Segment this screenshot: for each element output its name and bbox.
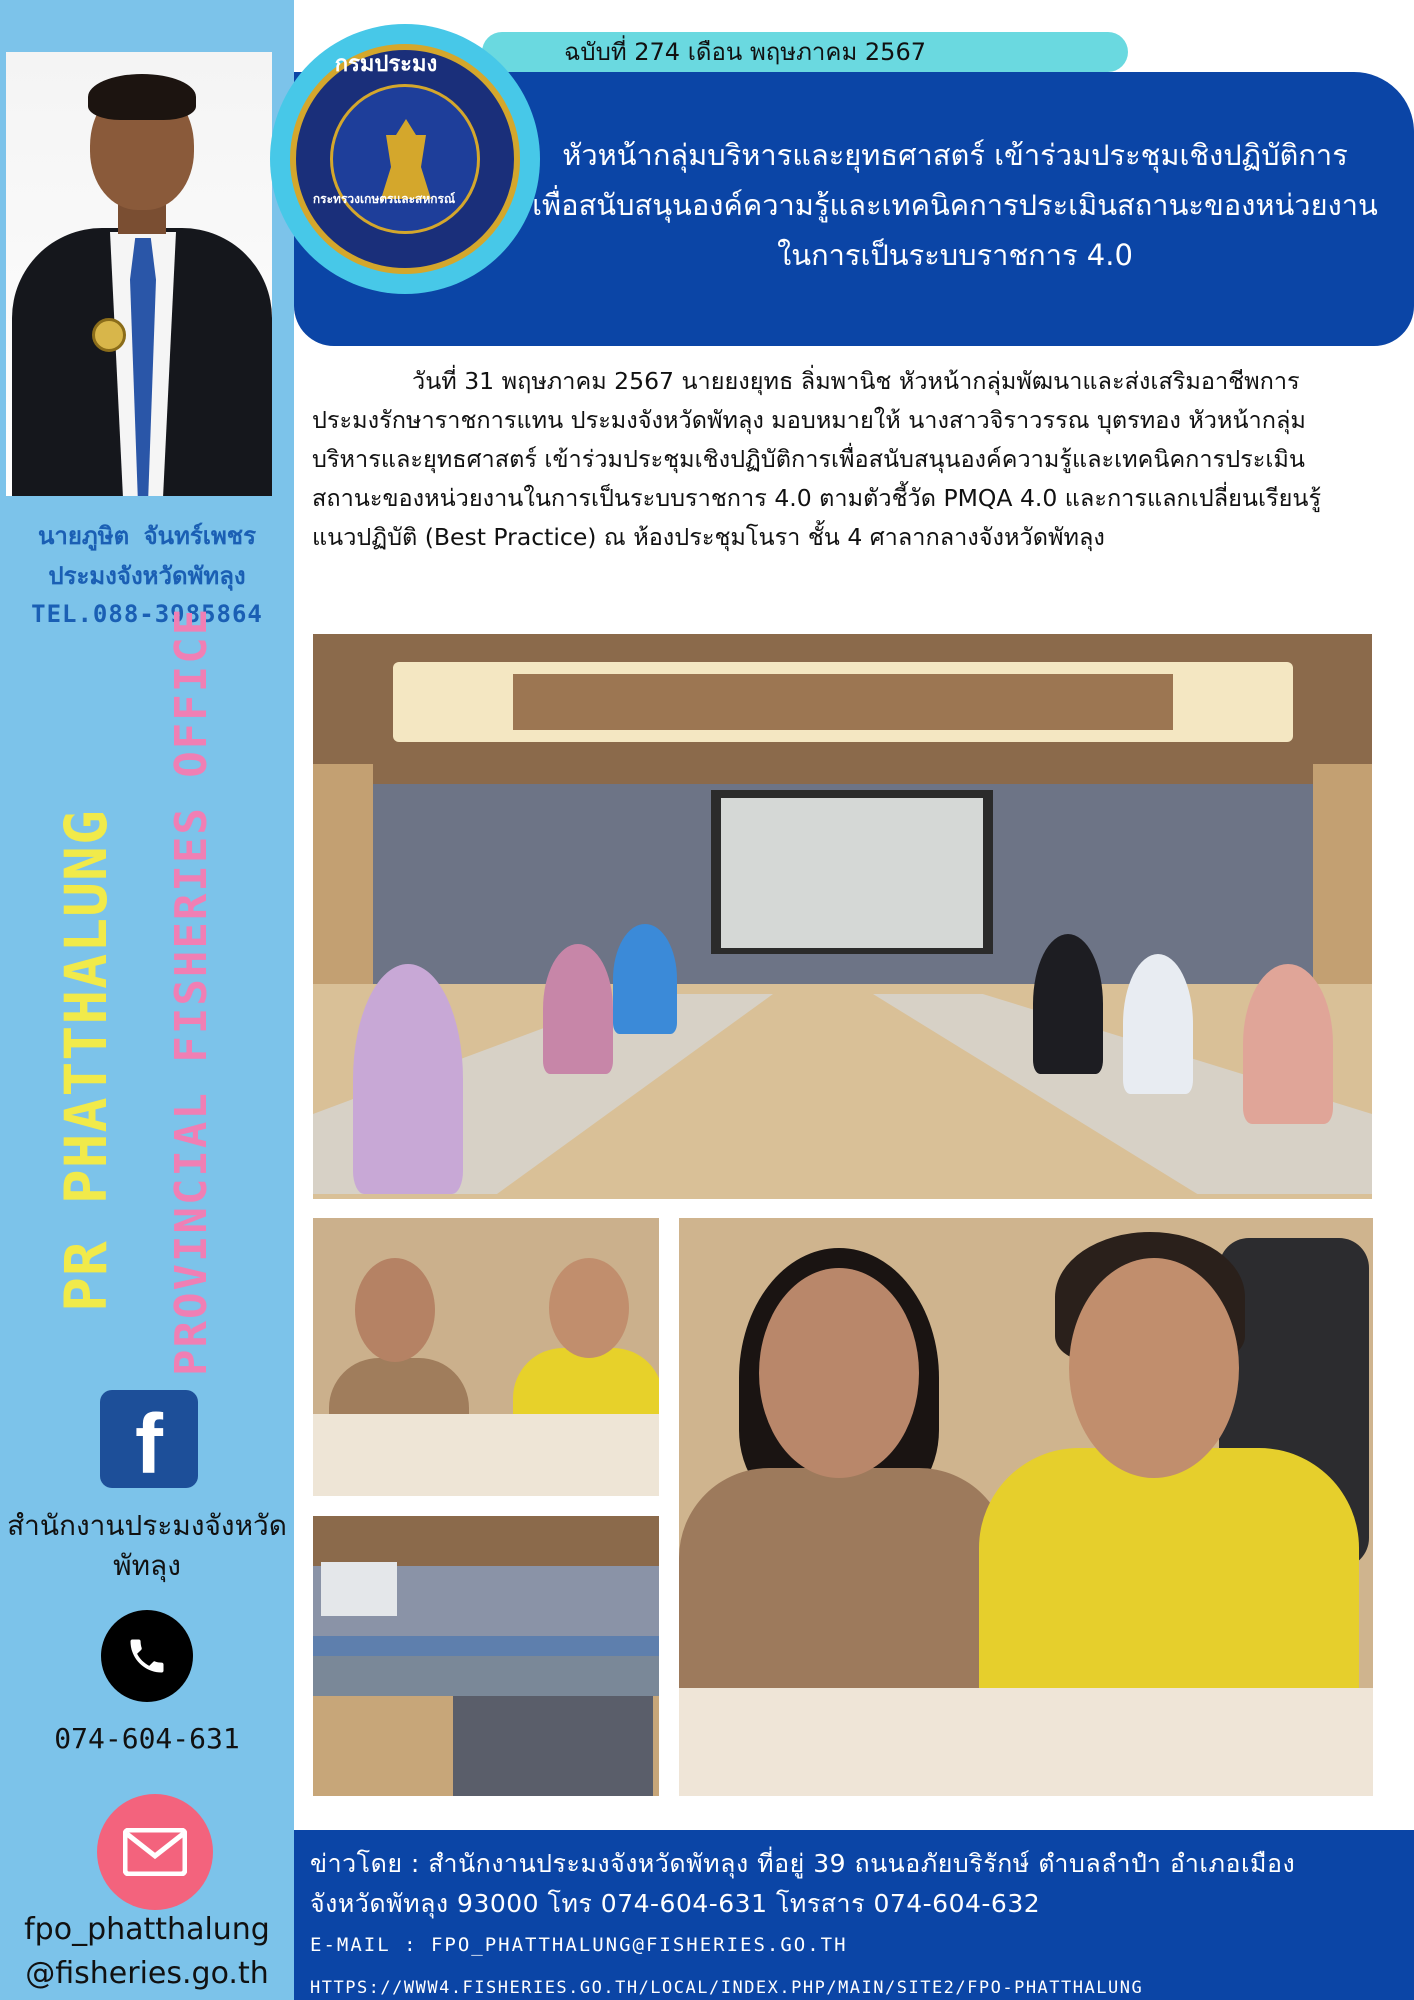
footer-address — [310, 1844, 1410, 1924]
photo-wood-panel — [1313, 764, 1372, 1014]
official-position: ประมงจังหวัดพัทลุง — [48, 562, 246, 590]
phone-icon — [101, 1610, 193, 1702]
article-body — [312, 362, 1392, 557]
official-portrait — [6, 52, 272, 496]
photo-two-attendees — [313, 1218, 659, 1496]
photo-table — [679, 1688, 1373, 1796]
photo-attendee — [1123, 954, 1193, 1094]
photo-attendee — [543, 944, 613, 1074]
official-tel: TEL.088-3985864 — [31, 600, 263, 628]
office-phone[interactable]: 074-604-631 — [54, 1722, 240, 1755]
article-line: แนวปฏิบัติ (Best Practice) ณ ห้องประชุมโนรา ชั้น 4 ศาลากลางจังหวัดพัทลุง — [312, 523, 1105, 551]
sidebar — [0, 0, 294, 2000]
article-line: สถานะของหน่วยงานในการเป็นระบบราชการ 4.0 ตามตัวชี้วัด PMQA 4.0 และการแลกเปลี่ยนเรียนรู้ — [312, 484, 1322, 512]
photo-attendee — [613, 924, 677, 1034]
official-name: นายภูษิต จันทร์เพชร — [37, 522, 256, 550]
article-line: บริหารและยุทธศาสตร์ เข้าร่วมประชุมเชิงปฏิบัติการเพื่อสนับสนุนองค์ความรู้และเทคนิคการประเมิน — [312, 445, 1305, 473]
mail-icon — [97, 1794, 213, 1910]
issue-label: ฉบับที่ 274 เดือน พฤษภาคม 2567 — [482, 32, 1128, 72]
headline — [530, 130, 1380, 280]
photo-meeting-room — [313, 634, 1372, 1199]
headline-line: เพื่อสนับสนุนองค์ความรู้และเทคนิคการประเมินสถานะของหน่วยงาน — [532, 188, 1378, 222]
photo-attendee — [1033, 934, 1103, 1074]
logo-text-bottom: กระทรวงเกษตรและสหกรณ์ — [312, 192, 456, 206]
facebook-icon[interactable] — [100, 1390, 198, 1491]
department-of-fisheries-logo — [270, 24, 540, 294]
photo-wood-panel — [313, 764, 373, 1014]
facebook-page-name-line2[interactable]: พัทลุง — [113, 1549, 181, 1582]
footer — [294, 1830, 1414, 2000]
vertical-title-pr: PR PHATTHALUNG — [52, 809, 120, 1312]
footer-address-line1: ข่าวโดย : สำนักงานประมงจังหวัดพัทลุง ที่อยู่ 39 ถนนอภัยบริรักษ์ ตำบลลำปำ อำเภอเมือง — [310, 1849, 1296, 1878]
vertical-title-office: PROVINCIAL FISHERIES OFFICE — [166, 606, 217, 1376]
headline-line: ในการเป็นระบบราชการ 4.0 — [777, 238, 1133, 272]
email-user[interactable]: fpo_phatthalung — [24, 1912, 270, 1947]
photo-attendee — [353, 964, 463, 1194]
article-line: วันที่ 31 พฤษภาคม 2567 นายยงยุทธ ลิ่มพานิช หัวหน้ากลุ่มพัฒนาและส่งเสริมอาชีพการ — [412, 367, 1300, 395]
facebook-glyph: f — [135, 1397, 163, 1491]
facebook-page-name-line1[interactable]: สำนักงานประมงจังหวัด — [7, 1509, 287, 1542]
portrait-hair — [88, 74, 196, 120]
deity-emblem-icon — [381, 119, 431, 199]
photo-attendee — [1243, 964, 1333, 1124]
photo-attendees-closeup — [679, 1218, 1373, 1796]
photo-meeting-overview — [313, 1516, 659, 1796]
footer-url[interactable]: HTTPS://WWW4.FISHERIES.GO.TH/LOCAL/INDEX.PHP/MAIN/SITE2/FPO-PHATTHALUNG — [310, 1978, 1144, 1998]
photo-projection-screen — [711, 790, 993, 954]
headline-line: หัวหน้ากลุ่มบริหารและยุทธศาสตร์ เข้าร่วมประชุมเชิงปฏิบัติการ — [562, 138, 1348, 172]
footer-address-line2: จังหวัดพัทลุง 93000 โทร 074-604-631 โทรสาร 074-604-632 — [310, 1889, 1041, 1918]
footer-email[interactable]: E-MAIL : FPO_PHATTHALUNG@FISHERIES.GO.TH — [310, 1934, 848, 1956]
portrait-badge — [92, 318, 126, 352]
article-line: ประมงรักษาราชการแทน ประมงจังหวัดพัทลุง มอบหมายให้ นางสาวจิราวรรณ บุตรทอง หัวหน้ากลุ่ม — [312, 406, 1306, 434]
logo-emblem-circle — [330, 84, 480, 234]
email-domain[interactable]: @fisheries.go.th — [25, 1956, 269, 1991]
photo-ceiling-panel — [513, 674, 1173, 730]
logo-text-top: กรมประมง — [334, 52, 438, 77]
